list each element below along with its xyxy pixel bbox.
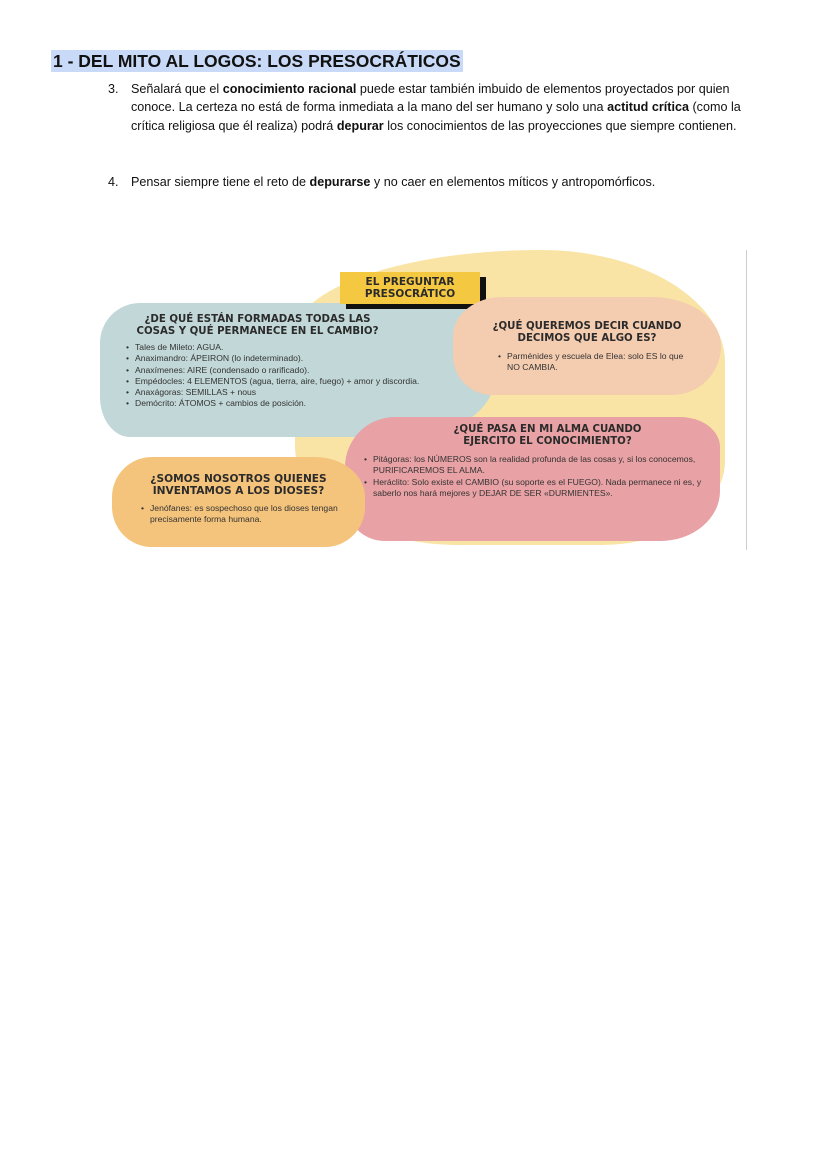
list-number: 3. [108,82,119,96]
text-run: los conocimientos de las proyecciones que siempre contienen. [383,118,737,133]
heading-line: COSAS Y QUÉ PERMANECE EN EL CAMBIO? [136,326,379,337]
heading-line: ¿QUÉ QUEREMOS DECIR CUANDO [492,321,682,332]
infographic-title [340,276,480,300]
bullet: • Anaxágoras: SEMILLAS + nous [135,387,495,398]
list-number: 4. [108,175,119,189]
bullet: • Anaximandro: ÁPEIRON (lo indeterminado). [135,353,495,364]
orange-box-heading [112,473,365,497]
heading-line: DECIMOS QUE ALGO ES? [517,333,657,344]
bullet: • Pitágoras: los NÚMEROS son la realidad profunda de las cosas y, si los conocemos, PURIFICAREMOS EL ALMA. [373,454,718,477]
list-item-3 [108,80,748,135]
bullet: • Parménides y escuela de Elea: solo ES lo que NO CAMBIA. [507,351,697,374]
heading-line: ¿SOMOS NOSOTROS QUIENES [150,473,327,485]
peach-box-heading [453,321,721,345]
list-item-4 [108,173,748,191]
heading-line: EJERCITO EL CONOCIMIENTO? [463,436,632,447]
pink-box-heading [375,424,720,448]
list-text [131,173,748,191]
title-line: EL PREGUNTAR [365,276,455,288]
bold-run: depurarse [309,175,371,189]
heading-line: ¿DE QUÉ ESTÁN FORMADAS TODAS LAS [144,314,371,325]
orange-box [112,457,365,547]
bullet: • Jenófanes: es sospechoso que los dioses tengan precisamente forma humana. [150,503,350,526]
blue-box-bullets [123,342,495,410]
section-heading: 1 - DEL MITO AL LOGOS: LOS PRESOCRÁTICOS [53,51,461,71]
title-box [340,272,480,304]
text-run: puede estar también imbuido de elementos proyectados por quien conoce. La certeza no está de forma inmediata a la mano del ser humano y solo una [131,82,730,115]
bold-run: depurar [336,118,384,133]
text-run: (como la crítica religiosa que él realiza) podrá [131,100,741,133]
bold-run: conocimiento racional [222,82,357,96]
bold-run: actitud crítica [607,100,689,115]
text-run: Pensar siempre tiene el reto de [131,175,310,189]
pink-box [345,417,720,541]
presocratic-infographic [80,245,748,555]
blue-box-heading [100,314,415,338]
title-line: PRESOCRÁTICO [364,288,456,300]
peach-box [453,297,721,395]
orange-box-bullets [138,503,350,526]
bullet: • Demócrito: ÁTOMOS + cambios de posición. [135,398,495,409]
pink-box-bullets [361,454,718,499]
text-run: Señalará que el [131,82,223,96]
heading-line: INVENTAMOS A LOS DIOSES? [152,485,325,497]
peach-box-bullets [495,351,697,374]
heading-line: ¿QUÉ PASA EN MI ALMA CUANDO [453,424,642,435]
bullet: • Anaxímenes: AIRE (condensado o rarificado). [135,365,495,376]
text-run: y no caer en elementos míticos y antropomórficos. [370,175,656,189]
bullet: • Empédocles: 4 ELEMENTOS (agua, tierra, aire, fuego) + amor y discordia. [135,376,495,387]
bullet: • Tales de Mileto: AGUA. [135,342,495,353]
image-edge-divider [746,250,747,550]
list-text [131,80,748,135]
bullet: • Heráclito: Solo existe el CAMBIO (su soporte es el FUEGO). Nada permanece ni es, y saberlo nos hará mejores y DEJAR DE SER «DURMIENTES». [373,477,718,500]
